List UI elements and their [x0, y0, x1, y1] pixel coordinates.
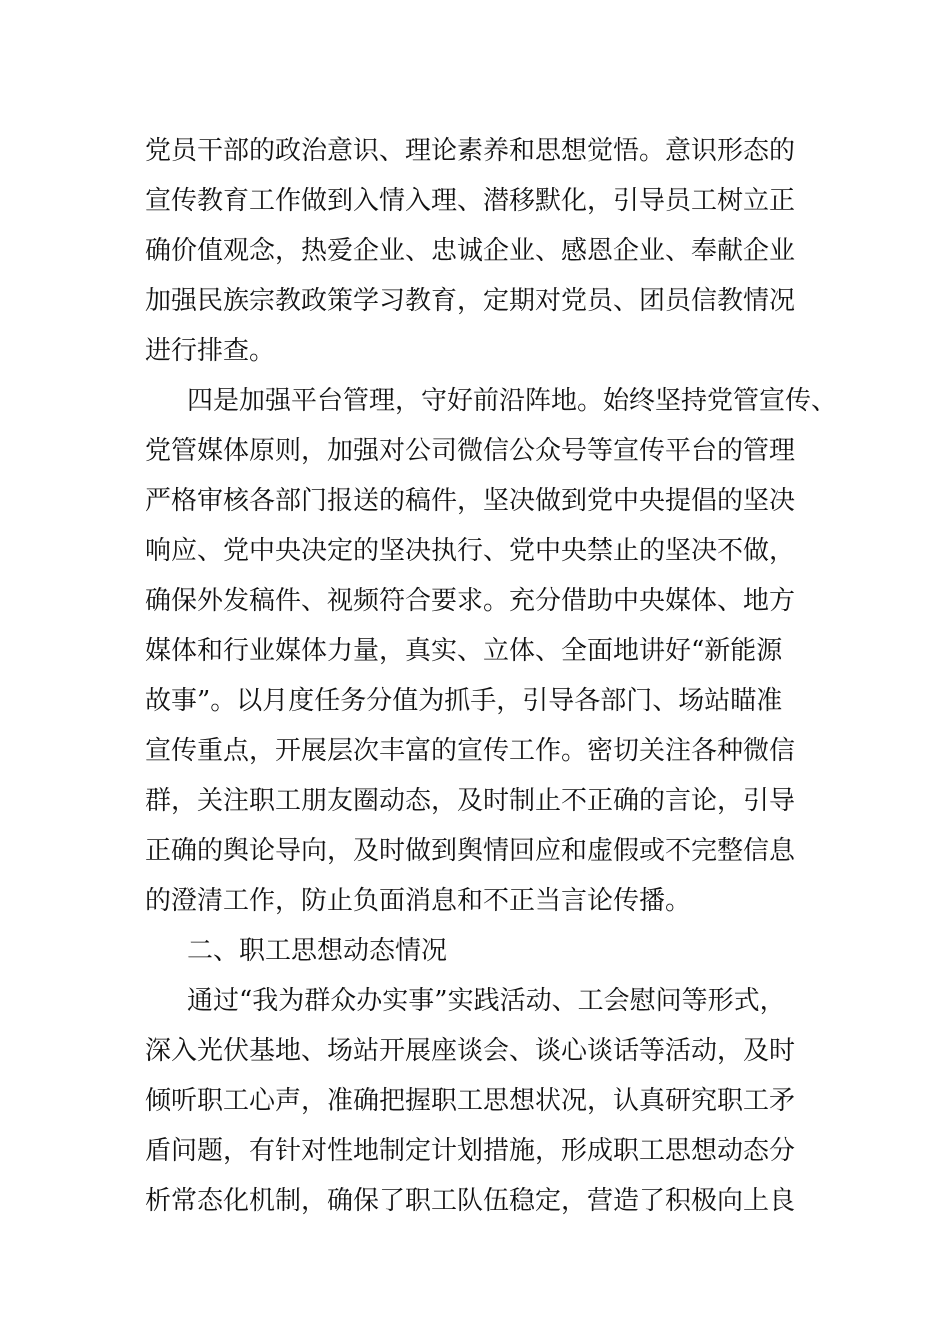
text-line: 媒体和行业媒体力量，真实、立体、全面地讲好“新能源: [145, 636, 783, 666]
text-line: 宣传重点，开展层次丰富的宣传工作。密切关注各种微信: [145, 736, 796, 766]
text-line: 群，关注职工朋友圈动态，及时制止不正确的言论，引导: [145, 786, 796, 816]
text-line: 盾问题，有针对性地制定计划措施，形成职工思想动态分: [145, 1136, 796, 1166]
text-line: 严格审核各部门报送的稿件，坚决做到党中央提倡的坚决: [145, 486, 796, 516]
text-line: 析常态化机制，确保了职工队伍稳定，营造了积极向上良: [145, 1186, 796, 1216]
text-line: 确保外发稿件、视频符合要求。充分借助中央媒体、地方: [145, 586, 796, 616]
text-line: 正确的舆论导向，及时做到舆情回应和虚假或不完整信息: [145, 836, 796, 866]
document-body: [145, 126, 845, 1226]
text-line: 故事”。以月度任务分值为抓手，引导各部门、场站瞄准: [145, 686, 783, 716]
section-heading: 二、职工思想动态情况: [187, 936, 448, 966]
text-line: 进行排查。: [145, 336, 276, 366]
text-line: 响应、党中央决定的坚决执行、党中央禁止的坚决不做，: [145, 536, 796, 566]
text-line: 党员干部的政治意识、理论素养和思想觉悟。意识形态的: [145, 136, 796, 166]
text-line: 深入光伏基地、场站开展座谈会、谈心谈话等活动，及时: [145, 1036, 796, 1066]
text-line: 倾听职工心声，准确把握职工思想状况，认真研究职工矛: [145, 1086, 796, 1116]
paragraph-start-line: 四是加强平台管理，守好前沿阵地。始终坚持党管宣传、: [187, 386, 838, 416]
text-line: 党管媒体原则，加强对公司微信公众号等宣传平台的管理: [145, 436, 796, 466]
text-line: 确价值观念，热爱企业、忠诚企业、感恩企业、奉献企业: [145, 236, 796, 266]
text-line: 加强民族宗教政策学习教育，定期对党员、团员信教情况: [145, 286, 796, 316]
paragraph-start-line: 通过“我为群众办实事”实践活动、工会慰问等形式，: [187, 986, 786, 1016]
text-line: 的澄清工作，防止负面消息和不正当言论传播。: [145, 886, 692, 916]
text-line: 宣传教育工作做到入情入理、潜移默化，引导员工树立正: [145, 186, 796, 216]
